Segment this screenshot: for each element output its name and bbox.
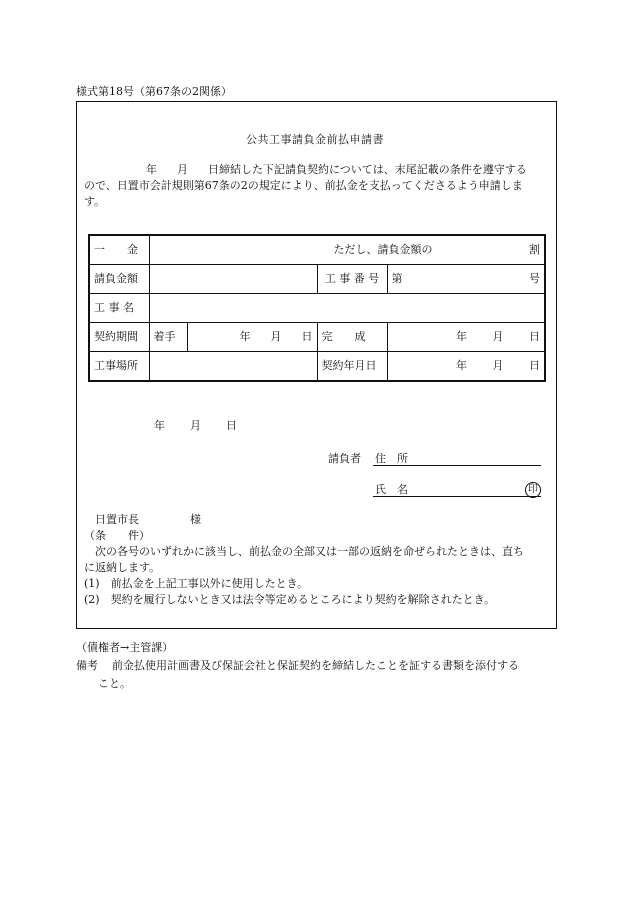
- project-name-label: 工 事 名: [89, 294, 149, 323]
- seal-icon: 印: [525, 481, 541, 498]
- amount-unit: 割: [529, 243, 540, 257]
- intro-line2: ので、日置市会計規則第67条の2の規定により、前払金を支払ってくださるよう申請しま: [84, 179, 523, 192]
- project-number-label: 工 事 番 号: [317, 265, 387, 294]
- form-title: 公共工事請負金前払申請書: [246, 133, 384, 146]
- start-day: 日: [301, 330, 313, 344]
- apply-year: 年: [154, 419, 165, 432]
- conditions-item-2: (2) 契約を履行しないとき又は法令等定めるところにより契約を解除されたとき。: [84, 593, 496, 606]
- table-row: [89, 352, 545, 382]
- table-row: [89, 235, 545, 265]
- conditions-text-2: に返納します。: [84, 561, 161, 574]
- conditions-text-1: 次の各号のいずれかに該当し、前払金の全部又は一部の返納を命ぜられたときは、直ち: [95, 545, 524, 558]
- contract-month: 月: [492, 359, 504, 373]
- intro-month: 月: [177, 163, 188, 176]
- applicant-role: 請負者: [328, 452, 361, 465]
- contract-year: 年: [456, 359, 467, 373]
- project-location-label: 工事場所: [89, 352, 149, 382]
- route-note: （債権者→主管課）: [76, 641, 174, 654]
- table-row: [89, 265, 545, 294]
- remark-label: 備考: [76, 659, 98, 672]
- form-number: 様式第18号（第67条の2関係）: [76, 85, 232, 98]
- conditions-item-1: (1) 前払金を上記工事以外に使用したとき。: [84, 577, 309, 590]
- remark-line-1: 前金払使用計画書及び保証会社と保証契約を締結したことを証する書類を添付する: [112, 659, 519, 672]
- project-location-cell[interactable]: [149, 352, 317, 382]
- project-number-suffix: 号: [529, 272, 540, 286]
- intro-year: 年: [146, 163, 157, 176]
- contract-table: [88, 234, 546, 382]
- completion-month: 月: [492, 330, 504, 344]
- start-date-cell[interactable]: [187, 323, 317, 352]
- intro-line1: 日締結した下記請負契約については、末尾記載の条件を遵守する: [208, 163, 527, 176]
- completion-year: 年: [456, 330, 467, 344]
- contract-date-label: 契約年月日: [317, 352, 387, 382]
- address-label: 住 所: [375, 452, 408, 465]
- contract-date-cell[interactable]: [387, 352, 545, 382]
- contract-amount-label: 請負金額: [89, 265, 149, 294]
- remark-line-2: こと。: [98, 677, 131, 690]
- contract-period-label: 契約期間: [89, 323, 149, 352]
- name-label: 氏 名: [375, 483, 408, 496]
- start-month: 月: [270, 330, 282, 344]
- name-line[interactable]: [373, 496, 541, 497]
- apply-day: 日: [226, 419, 237, 432]
- apply-month: 月: [190, 419, 201, 432]
- project-number-cell[interactable]: [387, 265, 545, 294]
- completion-date-cell[interactable]: [387, 323, 545, 352]
- completion-day: 日: [529, 330, 540, 344]
- completion-label: 完 成: [317, 323, 387, 352]
- conditions-heading: （条 件）: [84, 529, 150, 542]
- contract-day: 日: [529, 359, 540, 373]
- start-year: 年: [239, 330, 251, 344]
- amount-cell[interactable]: [149, 235, 545, 265]
- project-number-prefix: 第: [391, 272, 403, 286]
- contract-amount-cell[interactable]: [149, 265, 317, 294]
- project-name-cell[interactable]: [149, 294, 545, 323]
- table-row: [89, 294, 545, 323]
- table-row: [89, 323, 545, 352]
- addressee-title: 日置市長: [95, 513, 139, 526]
- intro-line3: す。: [84, 195, 106, 208]
- start-label: 着手: [149, 323, 187, 352]
- addressee-honorific: 様: [190, 513, 201, 526]
- amount-label: 一 金: [89, 235, 149, 265]
- address-line[interactable]: [373, 465, 541, 466]
- amount-note: ただし、請負金額の: [333, 243, 433, 257]
